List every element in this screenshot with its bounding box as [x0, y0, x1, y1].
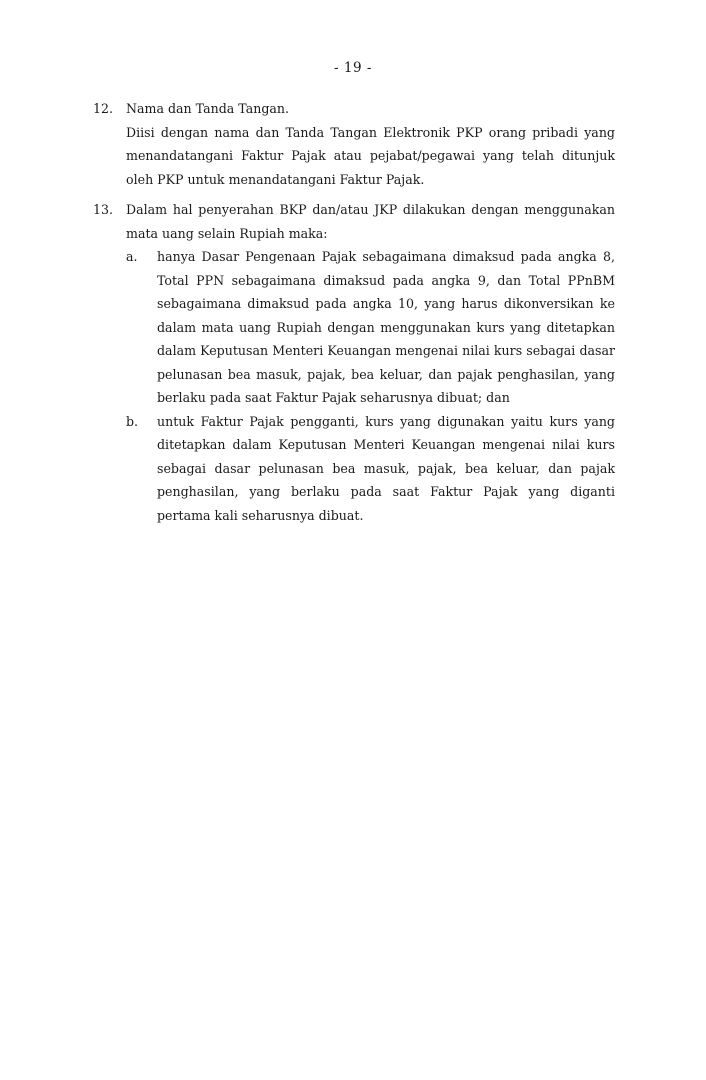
sub-list [126, 245, 615, 527]
item-number: 12. [93, 101, 114, 116]
sub-item-a [126, 245, 615, 410]
document-body [93, 97, 615, 534]
list-item-13 [93, 198, 615, 527]
item-body: Diisi dengan nama dan Tanda Tangan Elektronik PKP orang pribadi yang menandatangani Faktur Pajak atau pejabat/pegawai yang telah ditunjuk oleh PKP untuk menandatangani Faktur Pajak. [126, 124, 615, 187]
item-title: Dalam hal penyerahan BKP dan/atau JKP dilakukan dengan menggunakan mata uang selain Rupiah maka: [126, 202, 615, 241]
list-item-12 [93, 97, 615, 191]
sub-item-text: hanya Dasar Pengenaan Pajak sebagaimana dimaksud pada angka 8, Total PPN sebagaimana dimaksud pada angka 9, dan Total PPnBM sebagaimana dimaksud pada angka 10, yang harus dikonversikan ke dalam mata uang Rupiah dengan menggunakan kurs yang ditetapkan dalam Keputusan Menteri Keuangan mengenai nilai kurs sebagai dasar pelunasan bea masuk, pajak, bea keluar, dan pajak penghasilan, yang berlaku pada saat Faktur Pajak seharusnya dibuat; dan [157, 249, 615, 405]
item-title: Nama dan Tanda Tangan. [126, 101, 290, 116]
sub-item-label: a. [126, 249, 138, 264]
sub-item-b [126, 410, 615, 528]
sub-item-label: b. [126, 413, 139, 429]
page-number: - 19 - [334, 60, 372, 76]
item-number: 13. [93, 202, 114, 217]
sub-item-text: untuk Faktur Pajak pengganti, kurs yang digunakan yaitu kurs yang ditetapkan dalam Keputusan Menteri Keuangan mengenai nilai kurs sebagai dasar pelunasan bea masuk, pajak, bea keluar, dan pajak penghasilan, yang berlaku pada saat Faktur Pajak yang diganti pertama kali seharusnya dibuat. [157, 413, 615, 523]
